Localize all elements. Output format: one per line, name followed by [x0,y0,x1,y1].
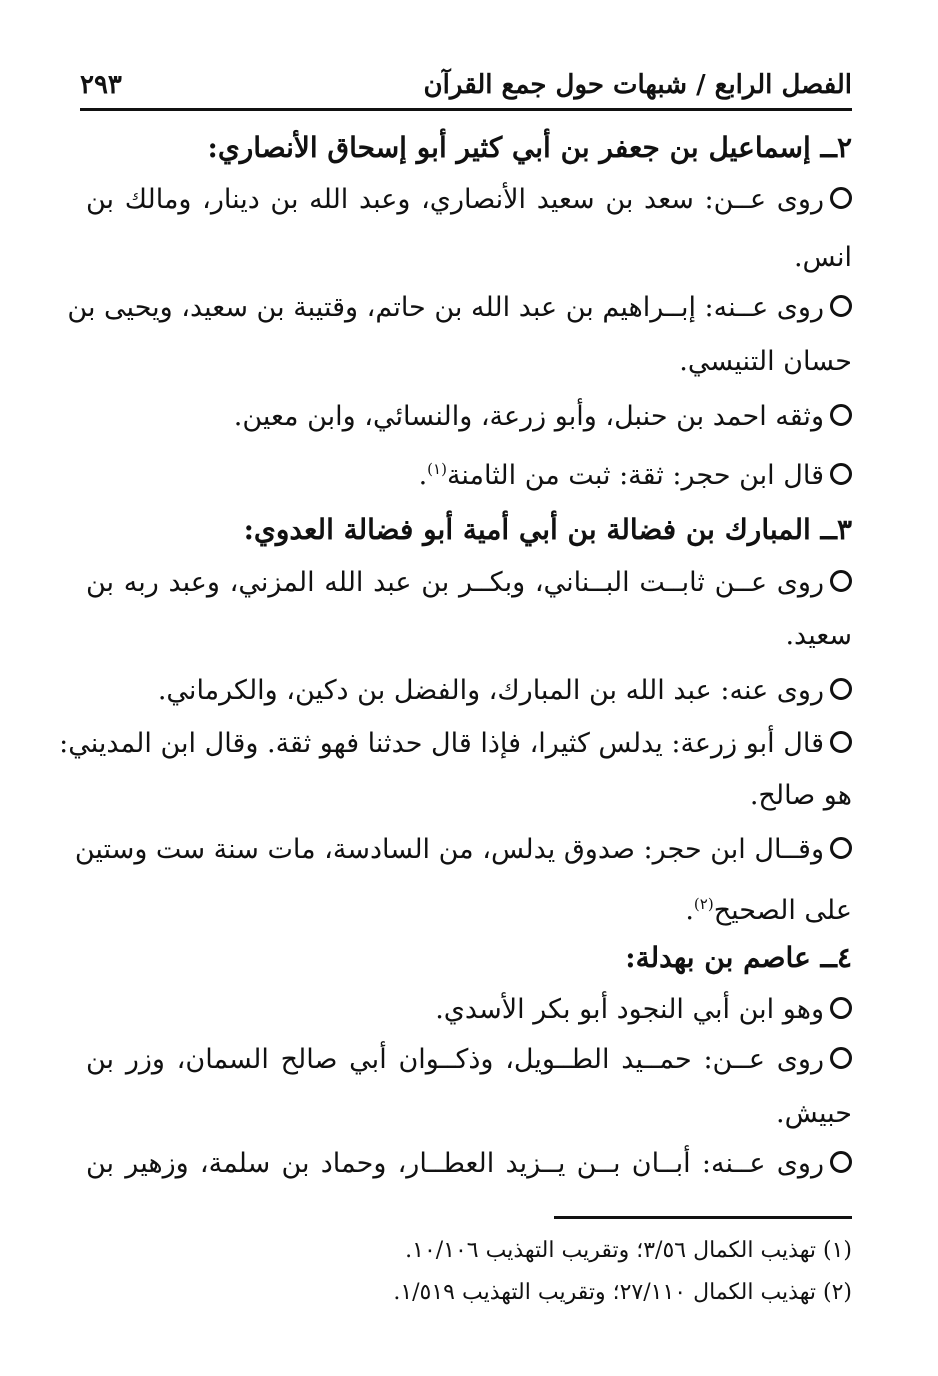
header-rule [80,108,852,111]
running-header [80,62,852,108]
footnote-ref: (٢) [693,895,714,913]
circle-bullet-icon [830,1151,852,1173]
list-item: قال ابن حجر: ثقة: ثبت من الثامنة$^{(١)}$. [419,449,852,496]
list-item: قال أبو زرعة: يدلس كثيرا، فإذا قال حدثنا فهو ثقة. وقال ابن المديني: [86,724,852,764]
footnote-rule [554,1216,852,1219]
list-item: وهو ابن أبي النجود أبو بكر الأسدي. [435,990,852,1030]
circle-bullet-icon [830,997,852,1019]
list-item: روى عــنه: أبــان بــن يــزيد العطــار، وحماد بن سلمة، وزهير بن [86,1144,852,1184]
list-item: روى عــن: سعد بن سعيد الأنصاري، وعبد الله بن دينار، ومالك بن [86,180,852,220]
page-number: ٢٩٣ [80,70,122,100]
list-item-continuation: على الصحيح$^{(٢)}$. [685,895,852,926]
list-item-continuation: حسان التنيسي. [679,346,852,377]
narrator-heading-3: ٣ــ المبارك بن فضالة بن أبي أمية أبو فضالة العدوي: [243,513,852,546]
circle-bullet-icon [830,295,852,317]
list-item: وثقه احمد بن حنبل، وأبو زرعة، والنسائي، وابن معين. [234,397,852,437]
list-item-continuation: هو صالح. [749,780,852,811]
list-item: روى عــن ثابــت البــناني، وبكــر بن عبد الله المزني، وعبد ربه بن [86,563,852,603]
list-item: وقــال ابن حجر: صدوق يدلس، من السادسة، مات سنة ست وستين [86,830,852,870]
list-item-continuation: انس. [793,242,852,273]
footnote-1: (١) تهذيب الكمال ٣/٥٦؛ وتقريب التهذيب ١٠/١٠٦. [405,1238,852,1263]
footnote-2: (٢) تهذيب الكمال ٢٧/١١٠؛ وتقريب التهذيب ١/٥١٩. [393,1280,852,1305]
circle-bullet-icon [830,731,852,753]
circle-bullet-icon [830,404,852,426]
list-item-continuation: حبيش. [776,1098,852,1129]
circle-bullet-icon [830,463,852,485]
list-item: روى عــنه: إبــراهيم بن عبد الله بن حاتم، وقتيبة بن سعيد، ويحيى بن [86,288,852,328]
list-item: روى عــن: حمــيد الطــويل، وذكــوان أبي صالح السمان، وزر بن [86,1040,852,1080]
circle-bullet-icon [830,678,852,700]
narrator-heading-2: ٢ــ إسماعيل بن جعفر بن أبي كثير أبو إسحاق الأنصاري: [207,131,852,164]
list-item-continuation: سعيد. [785,620,852,651]
narrator-heading-4: ٤ــ عاصم بن بهدلة: [625,941,852,974]
chapter-title: الفصل الرابع / شبهات حول جمع القرآن [423,70,852,100]
circle-bullet-icon [830,187,852,209]
list-item: روى عنه: عبد الله بن المبارك، والفضل بن دكين، والكرماني. [158,671,852,711]
footnote-ref: (١) [427,460,447,478]
circle-bullet-icon [830,570,852,592]
circle-bullet-icon [830,1047,852,1069]
circle-bullet-icon [830,837,852,859]
